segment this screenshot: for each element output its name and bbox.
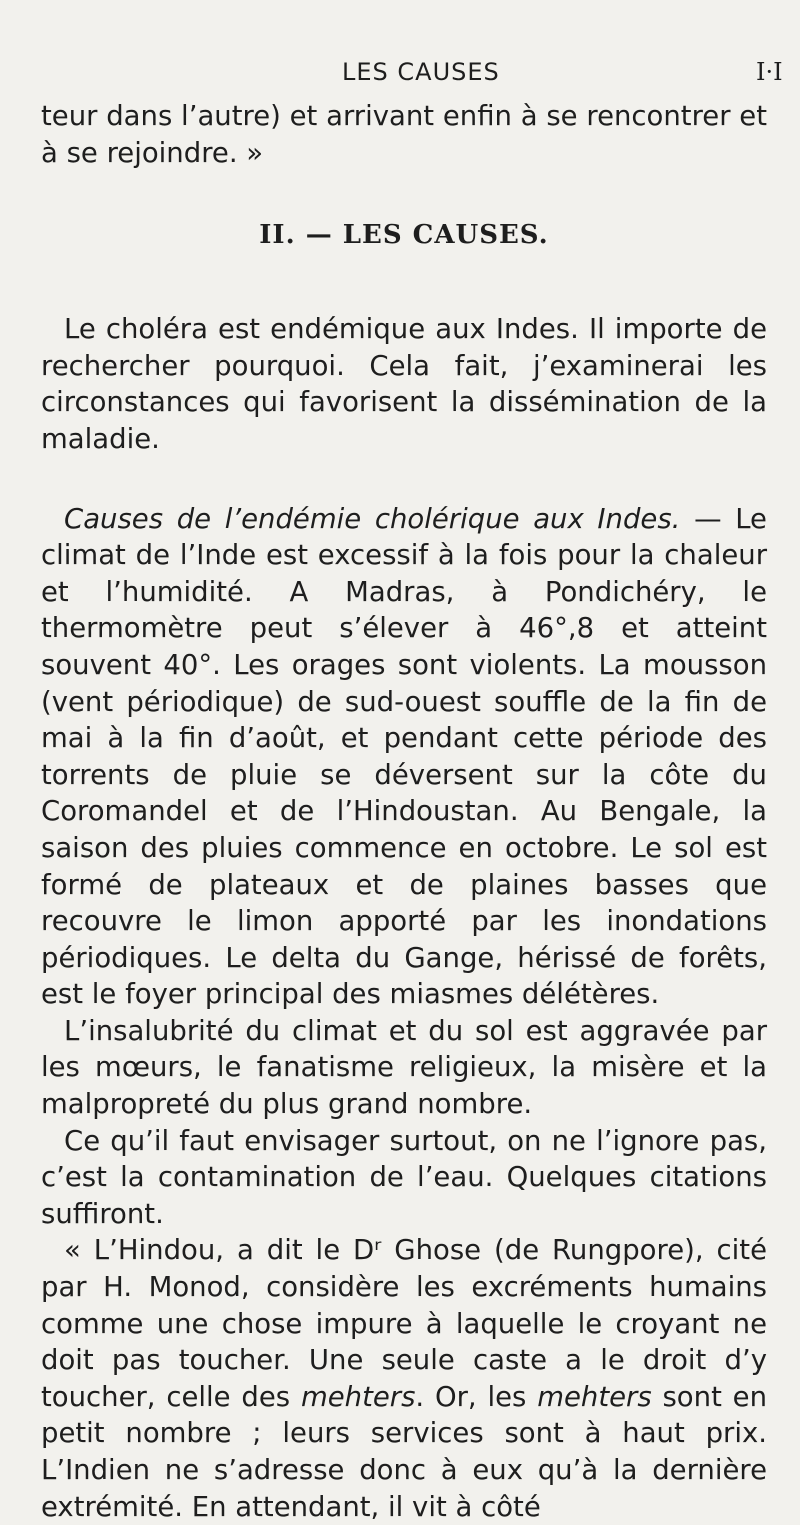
mehters-term-2: mehters xyxy=(537,1380,652,1413)
body-text xyxy=(41,98,767,1525)
causes-subheading: Causes de l’endémie cholérique aux Indes. xyxy=(64,502,681,535)
page-number: I·I xyxy=(756,58,783,86)
quotation-text-1: « L’Hindou, a dit le Dʳ Ghose (de Rungpore), cité par H. Monod, considère les excréments humains comme une chose impure à laquelle le croyant ne doit pas toucher. Une seule caste a le droit d’y toucher, celle des xyxy=(41,1234,767,1413)
running-title: LES CAUSES xyxy=(342,58,500,86)
section-heading: II. — LES CAUSES. xyxy=(259,220,549,251)
running-head xyxy=(0,58,800,88)
paragraph-contamination: Ce qu’il faut envisager surtout, on ne l’ignore pas, c’est la contamination de l’eau. Quelques citations suffiront. xyxy=(41,1124,767,1230)
lead-paragraph: teur dans l’autre) et arrivant enfin à se rencontrer et à se rejoindre. » xyxy=(41,100,767,169)
causes-text: — Le climat de l’Inde est excessif à la fois pour la chaleur et l’humidité. A Madras, à Pondichéry, le thermomètre peut s’élever à 46°,8 et atteint souvent 40°. Les orages sont violents. La mousson (vent périodique) de sud-ouest souffle de la fin de mai à la fin d’août, et pendant cette période des torrents de pluie se déversent sur la côte du Coromandel et de l’Hindoustan. Au Bengale, la saison des pluies commence en octobre. Le sol est formé de plateaux et de plaines basses que recouvre le limon apporté par les inondations périodiques. Le delta du Gange, hérissé de forêts, est le foyer principal des miasmes délétères. xyxy=(41,502,767,1011)
mehters-term-1: mehters xyxy=(300,1380,416,1413)
quotation-text-3: sont en petit nombre ; leurs services sont à haut prix. L’Indien ne s’adresse donc à eux qu’à la dernière extrémité. En attendant, il vit à côté xyxy=(41,1380,768,1523)
paragraph-quotation xyxy=(41,1232,767,1525)
paragraph-insalubrity: L’insalubrité du climat et du sol est aggravée par les mœurs, le fanatisme religieux, la misère et la malpropreté du plus grand nombre. xyxy=(41,1014,767,1121)
paragraph-intro: Le choléra est endémique aux Indes. Il importe de rechercher pourquoi. Cela fait, j’examinerai les circonstances qui favorisent la dissémination de la maladie. xyxy=(41,313,767,455)
quotation-text-2: . Or, les xyxy=(415,1380,538,1413)
paragraph-causes xyxy=(41,501,767,1013)
